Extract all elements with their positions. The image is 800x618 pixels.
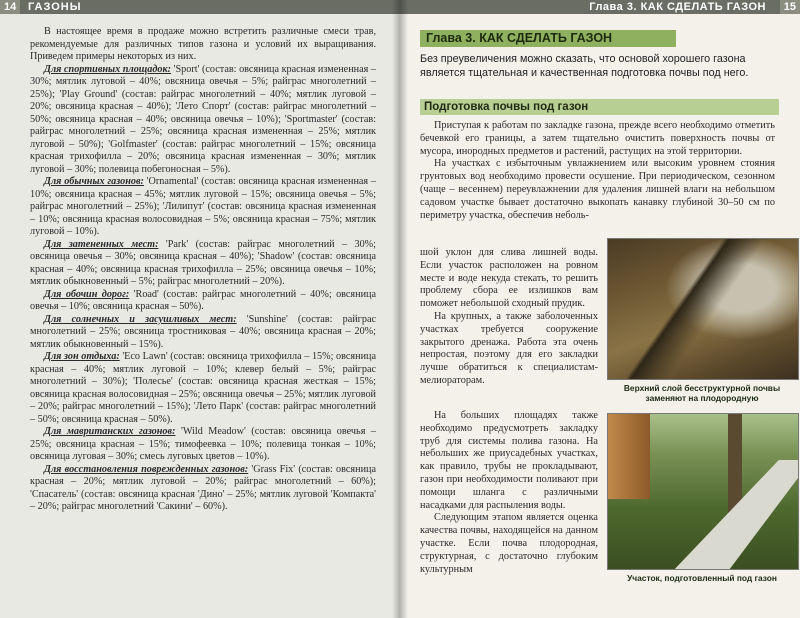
mix-category-label: Для спортивных площадок: (44, 63, 172, 75)
left-header (0, 0, 400, 14)
paragraph (30, 351, 376, 426)
right-body-narrow-2 (420, 410, 598, 576)
mix-category-label: Для обочин дорог: (44, 288, 130, 300)
paragraph (30, 289, 376, 314)
paragraph (30, 64, 376, 177)
mix-category-label: Для восстановления поврежденных газонов: (44, 463, 249, 475)
paragraph: На крупных, а также заболоченных участках требуется сооружение закрытого дренажа. Работа эта очень непростая, поэтому для его закладки лучше обратиться к специалистам-мелиораторам. (420, 310, 598, 386)
paragraph: На больших площадях также необходимо предусмотреть закладку труб для системы полива газона. На небольших же приусадебных участках, как правило, трубы не прокладывают, газон при необходимости поливают при помощи шланга с различными насадками для распыления воды. (420, 410, 598, 511)
mix-description: 'Wild Meadow' (состав: овсяница овечья – 25%; овсяница красная – 15%; тимофеевка – 10%; полевица тонкая – 10%; овсяница луговая – 30%; смесь луговых цветов – 10%). (30, 426, 376, 462)
mix-category-label: Для мавританских газонов: (44, 426, 176, 437)
paragraph (30, 464, 376, 514)
paragraph: Следующим этапом является оценка качества почвы, находящейся на данном участке. Если почва плодородная, структурная, с достаточно глубоким культурным (420, 512, 598, 575)
paragraph (30, 426, 376, 464)
mix-category-label: Для затененных мест: (44, 238, 159, 250)
right-body-narrow-1 (420, 247, 598, 388)
chapter-title: Глава 3. КАК СДЕЛАТЬ ГАЗОН (420, 30, 676, 47)
mix-description: В настоящее время в продаже можно встретить различные смеси трав, рекомендуемые для различных типов газона и условий их выращивания. Приведем примеры некоторых из них. (30, 26, 376, 62)
paragraph (30, 176, 376, 239)
mix-description: 'Sunshine' (состав: райграс многолетний – 25%; овсяница тростниковая – 40%; овсяница красная – 20%; мятлик обыкновенный – 15%). (30, 313, 376, 350)
right-header (400, 0, 800, 14)
paragraph: Приступая к работам по закладке газона, прежде всего необходимо отметить бечевкой его границы, а затем тщательно очистить поверхность почвы от мусора, инородных предметов и растений, растущих на этой территории. (420, 120, 775, 157)
paragraph: шой уклон для слива лишней воды. Если участок расположен на ровном месте и воде некуда стекать, то решить проблему сбора ее излишков вам поможет небольшой сходный прудик. (420, 247, 598, 310)
mix-description: 'Road' (состав: райграс многолетний – 40%; овсяница овечья – 10%; овсяница красная – 50%). (30, 288, 376, 312)
page-number-right: 15 (780, 0, 800, 14)
left-body (30, 26, 376, 514)
mix-description: 'Eco Lawn' (состав: овсяница трихофилла – 15%; овсяница красная – 40%; мятлик луговой – 10%; клевер белый – 5%; райграс многолетний – 30%); 'Полесье' (состав: овсяница красная жесткая – 15%; овсяница красная волосовидная – 25%; овсяница овечья – 25%; мятлик луговой – 20%; райграс многолетний – 15%); 'Лето Парк' (состав: райграс многолетний – 50%; овсяница красная – 50%). (30, 351, 376, 425)
page-number-left: 14 (0, 0, 20, 14)
photo-soil (607, 238, 799, 380)
house-wall-shape (608, 414, 650, 499)
mix-category-label: Для солнечных и засушливых мест: (44, 313, 237, 325)
paved-path-shape (638, 454, 798, 570)
paragraph (30, 239, 376, 289)
mix-category-label: Для обычных газонов: (44, 176, 144, 187)
mix-description: 'Grass Fix' (состав: овсяница красная – 20%; мятлик луговой – 20%; райграс многолетний – 60%); 'Спасатель' (состав: овсяница красная 'Дино' – 25%; мятлик луговой 'Компакта' – 20%; райграс многолетний 'Сакини' – 60%). (30, 463, 376, 512)
paragraph (30, 26, 376, 64)
mix-category-label: Для зон отдыха: (44, 351, 120, 362)
section-heading: Подготовка почвы под газон (420, 99, 779, 115)
chapter-intro: Без преувеличения можно сказать, что основой хорошего газона является тщательная и качественная подготовка почвы под него. (420, 53, 749, 79)
book-gutter (392, 0, 408, 618)
mix-description: 'Ornamental' (состав: овсяница красная измененная – 10%; овсяница красная – 45%; мятлик луговой – 15%; овсяница овечья – 5%; райграс многолетний – 25%); 'Лилипут' (состав: овсяница красная измененная – 10%; овсяница красная волосовидная – 5%; овсяница красная – 75%; мятлик луговой – 10%). (30, 176, 376, 237)
right-body-wide (420, 120, 775, 222)
photo-caption-2: Участок, подготовленный под газон (627, 573, 777, 583)
photo-garden-path (607, 413, 799, 570)
running-head-right: Глава 3. КАК СДЕЛАТЬ ГАЗОН (589, 1, 766, 13)
paragraph: На участках с избыточным увлажнением или высоким уровнем стояния грунтовых вод необходимо провести осушение. При периодическом, сезонном (чаще – весеннем) переувлажнении для удаления лишней влаги на небольшом садовом участке бывает достаточно выкопать канавку глубиной 30–50 см по периметру участка, обеспечив неболь- (420, 158, 775, 221)
mix-description: 'Park' (состав: райграс многолетний – 30%; овсяница овечья – 30%; овсяница красная – 40%); 'Shadow' (состав: овсяница красная – 40%; овсяница красная трихофилла – 25%; овсяница овечья – 10%; мятлик обыкновенный – 5%; райграс многолетний – 20%). (30, 238, 376, 287)
photo-caption-1: Верхний слой бесструктурной почвы заменяют на плодородную (623, 383, 781, 403)
soil-bank-shape (608, 239, 798, 379)
running-head-left: ГАЗОНЫ (28, 1, 82, 13)
mix-description: 'Sport' (состав: овсяница красная измененная – 30%; мятлик луговой – 40%; овсяница овечья – 5%; райграс многолетний – 25%); 'Play Ground' (состав: райграс многолетний – 40%; мятлик луговой – 20%; овсяница красная – 40%); 'Лето Спорт' (состав: райграс многолетний – 50%; овсяница красная – 40%; овсяница овечья – 10%); 'Sportmaster' (состав: райграс многолетний – 25%; овсяница красная измененная – 25%; мятлик луговой – 50%); 'Golfmaster' (состав: райграс многолетний – 15%; овсяница красная трихофилла – 20%; овсяница красная измененная – 30%; мятлик луговой – 30%; полевица побегоносная – 5%). (30, 63, 376, 175)
paragraph (30, 314, 376, 352)
